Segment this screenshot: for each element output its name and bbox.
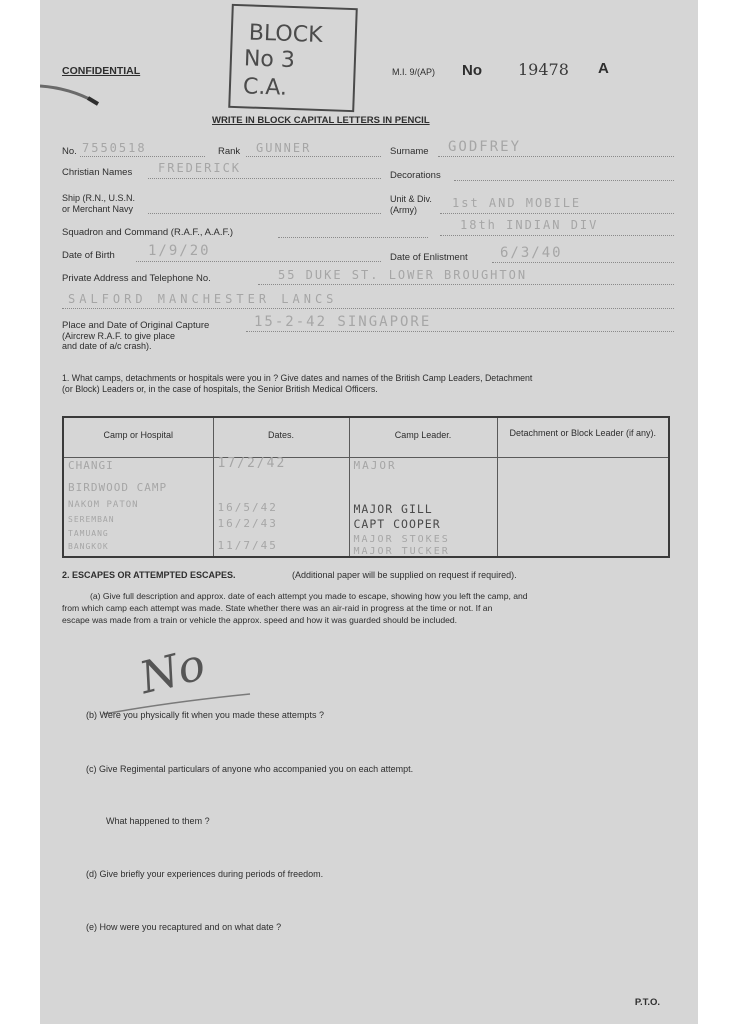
instruction-line: WRITE IN BLOCK CAPITAL LETTERS IN PENCIL <box>212 115 430 126</box>
ship-label-2: or Merchant Navy <box>62 204 134 214</box>
camp-entry: NAKOM PATON <box>68 499 139 510</box>
staple-mark-icon <box>40 78 140 118</box>
capture-label-2: (Aircrew R.A.F. to give place <box>62 331 176 341</box>
leaders-list <box>350 458 497 556</box>
decorations-label: Decorations <box>390 170 441 181</box>
capture-value: 15-2-42 SINGAPORE <box>254 314 432 330</box>
unit-value-2: 18th INDIAN DIV <box>460 218 599 232</box>
question-1-line-2: (or Block) Leaders or, in the case of hospitals, the Senior British Medical Officers. <box>62 384 378 394</box>
camp-entry: SEREMBAN <box>68 514 115 524</box>
unit-label-1: Unit & Div. <box>390 194 432 204</box>
no-value: 7550518 <box>82 141 147 155</box>
series-letter: A <box>598 60 609 77</box>
address-label: Private Address and Telephone No. <box>62 273 211 284</box>
leader-entry: MAJOR <box>353 458 397 472</box>
leader-entry: MAJOR STOKES <box>353 533 450 545</box>
column-header-camp-leader: Camp Leader. <box>349 417 497 457</box>
detachment-leaders-list <box>498 458 669 556</box>
question-2a-line-1: (a) Give full description and approx. date of each attempt you made to escape, showing how you left the camp, and <box>90 591 528 601</box>
squadron-label: Squadron and Command (R.A.F., A.A.F.) <box>62 227 234 238</box>
leader-entry: CAPT COOPER <box>353 516 441 531</box>
page-turn-note: P.T.O. <box>634 997 660 1008</box>
capture-label-1: Place and Date of Original Capture <box>62 320 210 331</box>
leader-entry: MAJOR TUCKER <box>353 545 450 557</box>
question-2e: (e) How were you recaptured and on what date ? <box>86 922 282 932</box>
form-page <box>40 0 698 1024</box>
address-value-2: SALFORD MANCHESTER LANCS <box>68 292 338 306</box>
enlistment-label: Date of Enlistment <box>390 252 468 263</box>
camps-table <box>62 416 670 558</box>
column-header-camp: Camp or Hospital <box>63 417 213 457</box>
form-reference: M.I. 9/(AP) <box>392 67 436 77</box>
question-2-note: (Additional paper will be supplied on request if required). <box>292 570 517 580</box>
camp-entry: BANGKOK <box>68 541 109 551</box>
question-2c-followup: What happened to them ? <box>106 816 210 826</box>
form-number: 19478 <box>518 60 569 79</box>
question-2d: (d) Give briefly your experiences during periods of freedom. <box>86 869 324 879</box>
camp-entry: BIRDWOOD CAMP <box>68 480 168 494</box>
handwritten-answer: No <box>134 638 211 705</box>
rank-label: Rank <box>218 146 241 157</box>
christian-names-label: Christian Names <box>62 167 133 178</box>
confidential-label: CONFIDENTIAL <box>62 65 141 77</box>
leader-entry: MAJOR GILL <box>353 501 433 516</box>
surname-label: Surname <box>390 146 429 157</box>
date-entry: 17/2/42 <box>217 455 287 471</box>
column-header-detachment-leader: Detachment or Block Leader (if any). <box>497 417 669 457</box>
enlistment-value: 6/3/40 <box>500 245 563 261</box>
camp-list <box>64 458 213 556</box>
block-stamp: BLOCK No 3 C.A. <box>228 4 358 112</box>
question-2-title: 2. ESCAPES OR ATTEMPTED ESCAPES. <box>62 570 236 580</box>
rank-value: GUNNER <box>256 141 312 155</box>
date-entry: 16/2/43 <box>217 516 278 530</box>
unit-label-2: (Army) <box>390 205 417 215</box>
date-of-birth-label: Date of Birth <box>62 250 115 261</box>
camp-entry: TAMUANG <box>68 528 109 538</box>
question-2c: (c) Give Regimental particulars of anyone who accompanied you on each attempt. <box>86 764 414 774</box>
camp-entry: CHANGI <box>68 458 114 472</box>
christian-names-value: FREDERICK <box>158 161 242 175</box>
date-entry: 16/5/42 <box>217 500 278 514</box>
date-entry: 11/7/45 <box>217 538 278 552</box>
number-label: No <box>462 62 482 79</box>
question-2b: (b) Were you physically fit when you made these attempts ? <box>86 710 324 720</box>
surname-value: GODFREY <box>448 139 522 155</box>
question-2a-line-2: from which camp each attempt was made. State whether there was an air-raid in progress at the time or not. If an <box>62 603 493 613</box>
address-value-1: 55 DUKE ST. LOWER BROUGHTON <box>278 268 528 282</box>
question-2a-line-3: escape was made from a train or vehicle the approx. speed and how it was guarded should be included. <box>62 615 458 625</box>
ship-label-1: Ship (R.N., U.S.N. <box>62 193 136 203</box>
dates-list <box>214 455 349 556</box>
question-1-line-1: 1. What camps, detachments or hospitals were you in ? Give dates and names of the British Camp Leaders, Detachment <box>62 373 533 383</box>
column-header-dates: Dates. <box>213 417 349 457</box>
capture-label-3: and date of a/c crash). <box>62 341 152 351</box>
no-label: No. <box>62 146 77 157</box>
unit-value-1: 1st AND MOBILE <box>452 196 582 210</box>
date-of-birth-value: 1/9/20 <box>148 243 211 259</box>
